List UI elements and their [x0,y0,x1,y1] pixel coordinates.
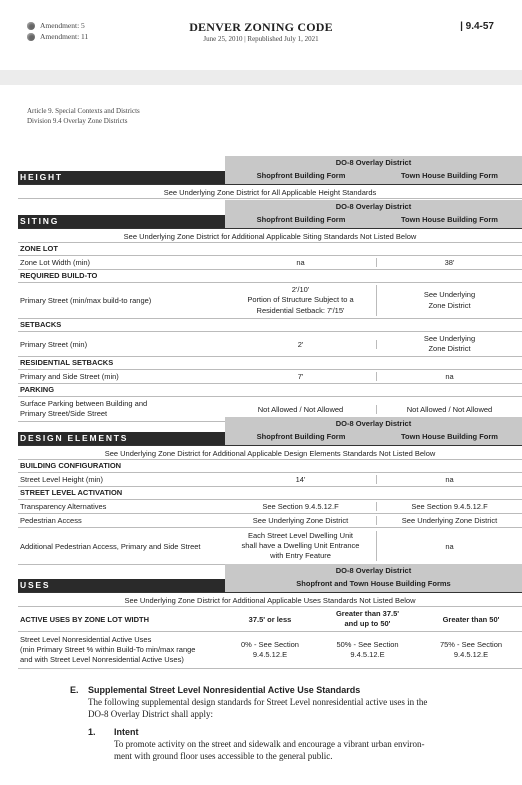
siting-note: See Underlying Zone District for Additional Applicable Siting Standards Not Listed Below [18,230,522,243]
siting-table [18,200,522,422]
siting-header [18,200,522,230]
both-forms-col: Shopfront and Town House Building Forms [296,579,451,588]
design-header [18,417,522,447]
table-row: Street Level Nonresidential Active Uses (min Primary Street % within Build-To min/max range and with Street Level Nonresidential Active Uses) 0% - See Section 9.4.5.12.E 50% - See Section 9.4.5.12.E 75% - See Section 9.4.5.12.E [18,632,522,669]
building-configuration-heading: BUILDING CONFIGURATION [18,460,522,473]
uses-table [18,564,522,669]
height-table [18,156,522,199]
townhouse-col: Town House Building Form [401,215,498,224]
zone-lot-heading: ZONE LOT [18,243,522,256]
uses-note: See Underlying Zone District for Additional Applicable Uses Standards Not Listed Below [18,594,522,607]
table-row: Primary Street (min/max build-to range) 2'/10' Portion of Structure Subject to a Residential Setback: 7'/15' See Underlying Zone District [18,283,522,319]
page-header [0,0,522,70]
uses-label: USES [18,579,225,592]
item-1-text: To promote activity on the street and sidewalk and encourage a vibrant urban environ- ment with ground floor uses accessible to the general public. [114,739,425,762]
shopfront-col: Shopfront Building Form [256,171,346,180]
setbacks-heading: SETBACKS [18,319,522,332]
design-elements-label: DESIGN ELEMENTS [18,432,225,445]
height-header [18,156,522,186]
document-title: DENVER ZONING CODE [189,20,333,34]
siting-label: SITING [18,215,225,228]
section-e-letter: E. [70,685,79,695]
item-1-number: 1. [88,727,96,737]
design-elements-table [18,417,522,565]
townhouse-col: Town House Building Form [401,432,498,441]
height-note: See Underlying Zone District for All Applicable Height Standards [18,186,522,199]
breadcrumb-article: Article 9. Special Contexts and Districts [27,107,140,115]
item-1-heading: Intent [114,727,139,737]
district-name: DO-8 Overlay District [335,419,412,428]
amendment-1: Amendment: 5 [27,21,85,30]
district-name: DO-8 Overlay District [335,158,412,167]
district-name: DO-8 Overlay District [335,202,412,211]
parking-heading: PARKING [18,384,522,397]
header-divider [0,70,522,85]
shopfront-col: Shopfront Building Form [256,215,346,224]
table-row: Additional Pedestrian Access, Primary and Side Street Each Street Level Dwelling Unit shall have a Dwelling Unit Entrance with Entry Feature na [18,528,522,565]
document-date: June 25, 2010 | Republished July 1, 2021 [203,35,319,43]
height-label: HEIGHT [18,171,225,184]
table-row: Primary and Side Street (min) 7' na [18,370,522,384]
design-note: See Underlying Zone District for Additional Applicable Design Elements Standards Not Listed Below [18,447,522,460]
table-row: Street Level Height (min) 14' na [18,473,522,487]
breadcrumb-division: Division 9.4 Overlay Zone Districts [27,117,128,125]
table-row: Transparency Alternatives See Section 9.4.5.12.F See Section 9.4.5.12.F [18,500,522,514]
table-row: Pedestrian Access See Underlying Zone District See Underlying Zone District [18,514,522,528]
required-build-to-heading: REQUIRED BUILD-TO [18,270,522,283]
table-row: Zone Lot Width (min) na 38' [18,256,522,270]
uses-header [18,564,522,594]
table-row: Primary Street (min) 2' See Underlying Zone District [18,332,522,357]
townhouse-col: Town House Building Form [401,171,498,180]
section-e-heading: Supplemental Street Level Nonresidential Active Use Standards [88,685,361,695]
page-number: | 9.4-57 [460,21,494,32]
section-e-text: The following supplemental design standards for Street Level nonresidential active uses in the DO-8 Overlay District shall apply: [88,697,428,720]
uses-column-header: ACTIVE USES BY ZONE LOT WIDTH 37.5' or less Greater than 37.5' and up to 50' Greater than 50' [18,607,522,632]
residential-setbacks-heading: RESIDENTIAL SETBACKS [18,357,522,370]
table-row: Surface Parking between Building and Primary Street/Side Street Not Allowed / Not Allowed Not Allowed / Not Allowed [18,397,522,422]
amendment-2: Amendment: 11 [27,32,88,41]
district-name: DO-8 Overlay District [335,566,412,575]
shopfront-col: Shopfront Building Form [256,432,346,441]
street-level-activation-heading: STREET LEVEL ACTIVATION [18,487,522,500]
